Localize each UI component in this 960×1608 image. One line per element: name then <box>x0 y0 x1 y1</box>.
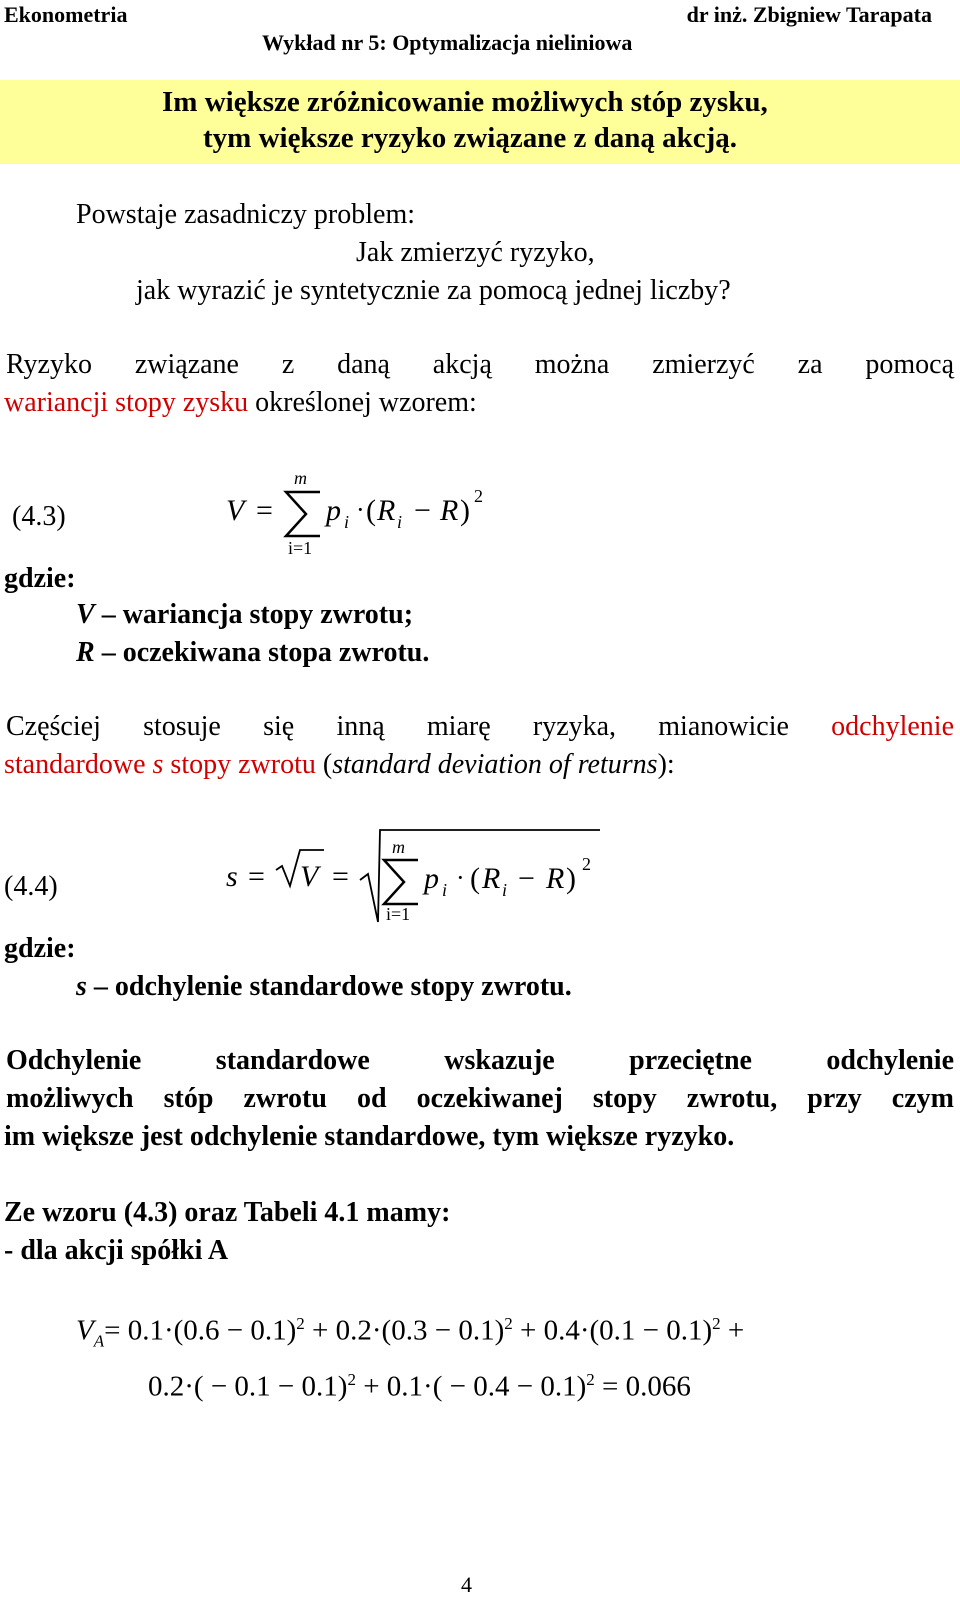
calc-line-1 <box>76 1314 744 1351</box>
problem-question-2: jak wyrazić je syntetycznie za pomocą jednej liczby? <box>136 275 731 306</box>
where-v-desc: – wariancja stopy zwrotu; <box>94 599 414 630</box>
calc-sq-5: 2 <box>586 1370 595 1389</box>
explain-line-1: Odchylenie standardowe wskazuje przeciętne odchylenie <box>6 1045 954 1076</box>
header-course-title: Ekonometria <box>4 2 128 27</box>
sd-term-part-2: standardowe <box>4 749 153 780</box>
calc-term-1: = 0.1·(0.6 − 0.1) <box>104 1314 297 1347</box>
banner-line-2: tym większe ryzyko związane z daną akcją. <box>203 122 737 154</box>
where-v-symbol: V <box>76 599 95 630</box>
formula-4-4-square: 2 <box>582 854 591 874</box>
calc-item-company-a: - dla akcji spółki A <box>4 1235 229 1266</box>
formula-4-4-V: V <box>300 860 319 893</box>
problem-question-1: Jak zmierzyć ryzyko, <box>356 237 595 268</box>
where-s-symbol: s <box>76 971 87 1002</box>
formula-4-4-p: p <box>424 862 439 895</box>
where-label-2: gdzie: <box>4 933 76 964</box>
where-r-definition <box>76 636 429 670</box>
variance-paragraph-rest: określonej wzorem: <box>248 387 477 418</box>
formula-4-4-dot: · <box>456 863 465 892</box>
formula-4-4-Ri: R <box>482 862 501 895</box>
formula-4-3-sigma-icon <box>286 492 320 536</box>
sd-term-part-1: odchylenie <box>831 711 954 742</box>
calc-VA: V <box>76 1314 94 1347</box>
sd-term-symbol: s <box>152 749 164 780</box>
formula-4-3-sum-bottom: i=1 <box>288 538 313 558</box>
formula-4-3-p-sub: i <box>344 512 350 532</box>
calc-term-3: + 0.4·(0.1 − 0.1) <box>512 1314 713 1347</box>
where-r-symbol: R <box>76 637 95 668</box>
formula-4-3-R: R <box>440 494 459 527</box>
formula-4-3-sum-top: m <box>294 468 307 488</box>
where-v-definition <box>76 598 413 632</box>
formula-4-3-Ri: R <box>377 494 396 527</box>
sd-english-term: standard deviation of returns <box>332 749 658 780</box>
sd-paragraph-text: Częściej stosuje się inną miarę ryzyka, mianowicie <box>6 711 832 742</box>
variance-paragraph-line-2 <box>4 386 477 420</box>
calc-result: = 0.066 <box>594 1370 691 1403</box>
calc-sq-2: 2 <box>504 1314 513 1333</box>
formula-4-3-square: 2 <box>474 486 483 506</box>
sd-paren-close: ): <box>657 749 675 780</box>
formula-4-4-minus: − <box>518 862 535 895</box>
formula-4-3-p: p <box>326 494 341 527</box>
problem-intro: Powstaje zasadniczy problem: <box>76 199 416 230</box>
calc-intro: Ze wzoru (4.3) oraz Tabeli 4.1 mamy: <box>4 1197 451 1228</box>
formula-4-3 <box>220 462 500 562</box>
calc-sq-1: 2 <box>296 1314 305 1333</box>
sd-term-part-3: stopy zwrotu <box>163 749 316 780</box>
banner-line-1: Im większe zróżnicowanie możliwych stóp zysku, <box>162 86 768 118</box>
explain-line-2: możliwych stóp zwrotu od oczekiwanej stopy zwrotu, przy czym <box>6 1083 954 1114</box>
calc-plus-continue: + <box>720 1314 745 1347</box>
variance-paragraph-line-1: Ryzyko związane z daną akcją można zmierzyć za pomocą <box>6 349 954 380</box>
formula-4-4-s: s <box>226 860 238 893</box>
where-s-desc: – odchylenie standardowe stopy zwrotu. <box>86 971 572 1002</box>
formula-4-3-lhs: V <box>226 494 245 527</box>
formula-4-4-sigma-icon <box>384 860 418 904</box>
formula-4-4-p-sub: i <box>442 880 448 900</box>
formula-4-3-Ri-sub: i <box>397 512 403 532</box>
highlight-banner <box>0 80 960 164</box>
where-r-desc: – oczekiwana stopa zwrotu. <box>94 637 430 668</box>
sd-paragraph-line-2 <box>4 748 675 782</box>
formula-4-4-R: R <box>546 862 565 895</box>
variance-term: wariancji stopy zysku <box>4 387 249 418</box>
formula-4-4-open-paren: ( <box>470 862 480 895</box>
formula-4-4-label: (4.4) <box>4 871 58 902</box>
where-s-definition <box>76 970 572 1004</box>
formula-4-4-close-paren: ) <box>566 862 576 895</box>
formula-4-4-eq-1: = <box>248 860 265 893</box>
formula-4-3-open-paren: ( <box>366 494 376 527</box>
explain-line-3: im większe jest odchylenie standardowe, tym większe ryzyko. <box>4 1121 735 1152</box>
formula-4-4-eq-2: = <box>332 860 349 893</box>
calc-line-2 <box>148 1370 691 1404</box>
header-author: dr inż. Zbigniew Tarapata <box>686 2 932 27</box>
header-lecture-title: Wykład nr 5: Optymalizacja nieliniowa <box>262 30 633 55</box>
calc-term-5: + 0.1·( − 0.4 − 0.1) <box>355 1370 587 1403</box>
formula-4-3-eq: = <box>256 494 273 527</box>
page-number: 4 <box>461 1572 472 1597</box>
calc-VA-sub: A <box>93 1331 105 1351</box>
formula-4-4-sum-bottom: i=1 <box>386 904 411 924</box>
formula-4-4-sum-top: m <box>392 837 405 857</box>
formula-4-4-Ri-sub: i <box>502 880 508 900</box>
sd-paragraph-line-1 <box>6 710 954 744</box>
formula-4-4 <box>220 820 610 930</box>
calc-term-2: + 0.2·(0.3 − 0.1) <box>304 1314 505 1347</box>
formula-4-3-close-paren: ) <box>460 494 470 527</box>
formula-4-3-dot: · <box>356 495 365 524</box>
calc-sq-3: 2 <box>712 1314 721 1333</box>
sd-paren-open: ( <box>315 749 333 780</box>
formula-4-3-label: (4.3) <box>12 501 66 532</box>
formula-4-3-minus: − <box>414 494 431 527</box>
calc-term-4: 0.2·( − 0.1 − 0.1) <box>148 1370 348 1403</box>
calc-sq-4: 2 <box>347 1370 356 1389</box>
where-label-1: gdzie: <box>4 563 76 594</box>
